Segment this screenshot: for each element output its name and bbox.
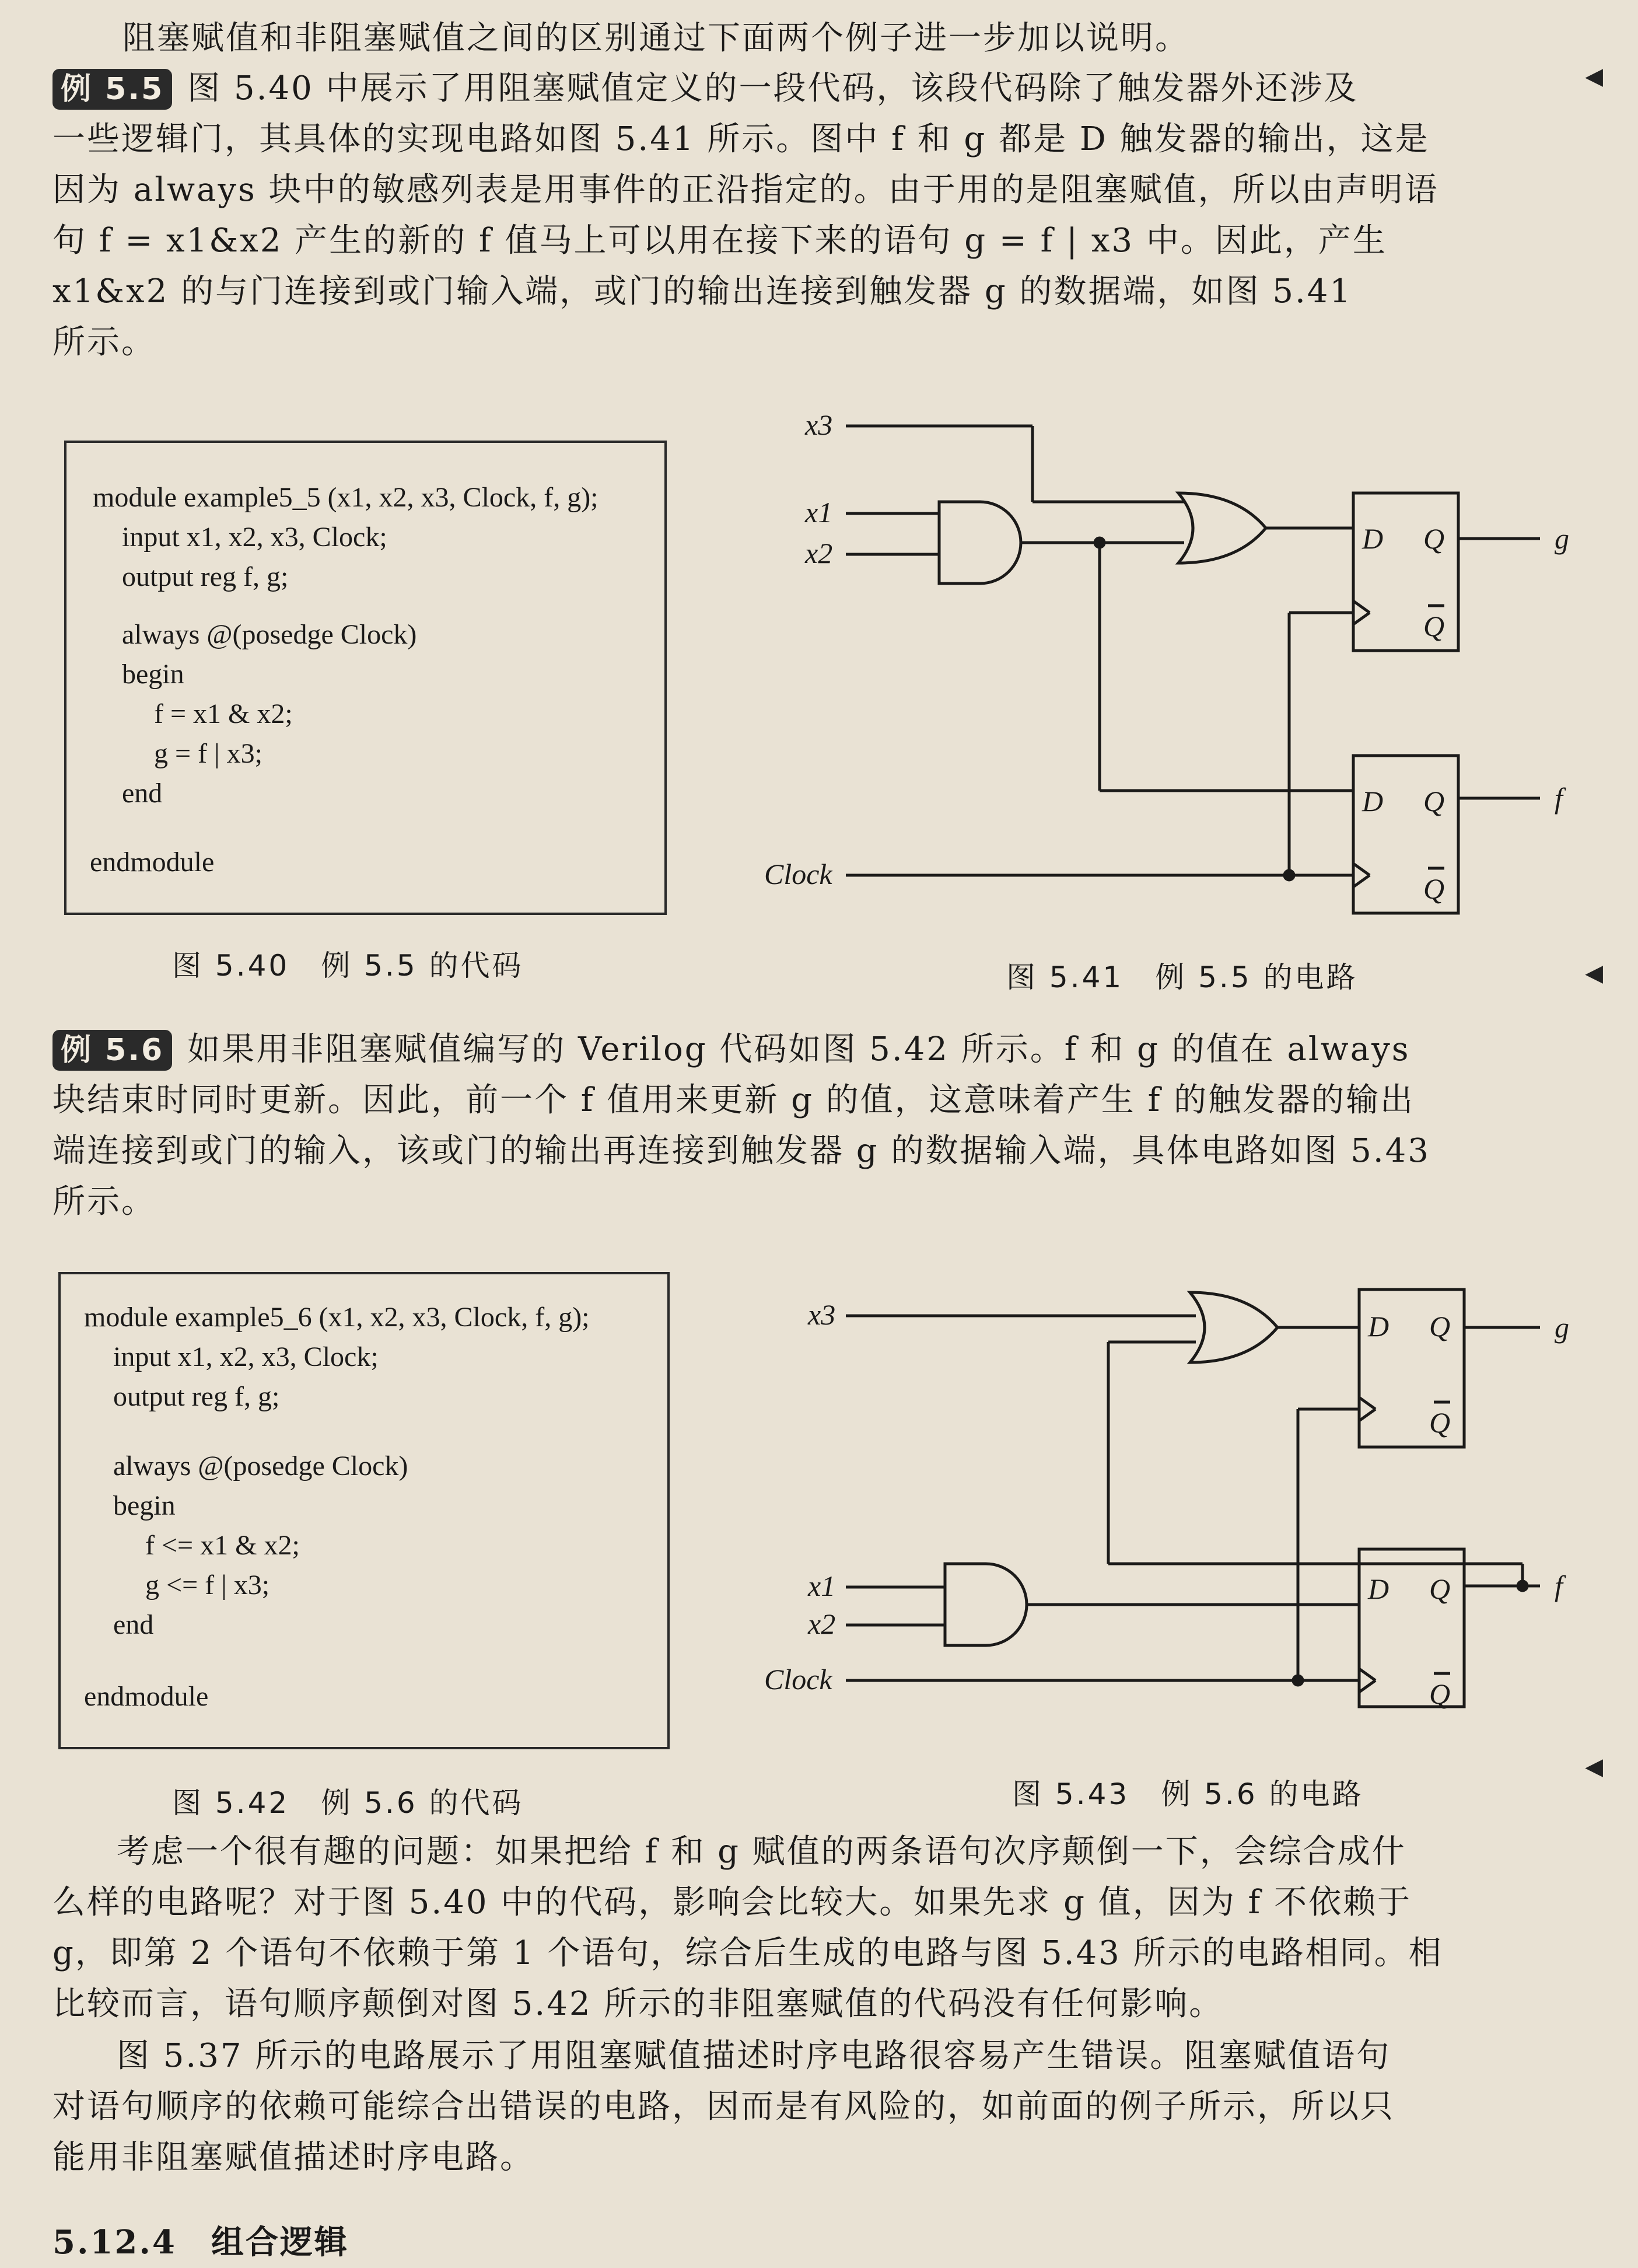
code-line: module example5_5 (x1, x2, x3, Clock, f, g);	[93, 482, 598, 513]
label-f: f	[1555, 1570, 1563, 1602]
code-line: end	[122, 778, 163, 809]
discussion-paragraph	[52, 1826, 1592, 2029]
code-line: g <= f | x3;	[145, 1570, 270, 1600]
text-line: 么样的电路呢？对于图 5.40 中的代码，影响会比较大。如果先求 g 值，因为 f 不依赖于	[52, 1883, 1412, 1921]
label-x1: x1	[808, 1570, 836, 1602]
text-line: 图 5.37 所示的电路展示了用阻塞赋值描述时序电路很容易产生错误。阻塞赋值语句	[117, 2037, 1391, 2075]
text-line: 因为 always 块中的敏感列表是用事件的正沿指定的。由于用的是阻塞赋值，所以由声明语	[52, 171, 1439, 209]
text-line: 端连接到或门的输入，该或门的输出再连接到触发器 g 的数据输入端，具体电路如图 5.43	[52, 1132, 1430, 1170]
text-line: x1&x2 的与门连接到或门输入端，或门的输出连接到触发器 g 的数据端，如图 5.41	[52, 272, 1353, 310]
example-5-6-line-1	[52, 1024, 1592, 1075]
code-line: always @(posedge Clock)	[113, 1451, 408, 1481]
label-qbar: Q	[1429, 1406, 1451, 1439]
figure-5-43-caption: 图 5.43 例 5.6 的电路	[1012, 1777, 1364, 1811]
code-line: input x1, x2, x3, Clock;	[122, 522, 387, 553]
code-line: always @(posedge Clock)	[122, 619, 417, 650]
label-g: g	[1555, 522, 1569, 555]
text-line: 块结束时同时更新。因此，前一个 f 值用来更新 g 的值，这意味着产生 f 的触发器的输出	[52, 1081, 1415, 1119]
example-5-6-paragraph	[52, 1024, 1592, 1227]
figure-5-43-circuit	[752, 1266, 1610, 1785]
conclusion-paragraph	[52, 2031, 1592, 2183]
section-heading	[52, 2217, 1592, 2268]
code-line: begin	[122, 659, 184, 690]
label-d: D	[1368, 1572, 1390, 1605]
text-line: 所示。	[52, 1183, 156, 1221]
example-5-5-badge: 例 5.5	[52, 69, 172, 110]
code-line: f = x1 & x2;	[154, 698, 293, 729]
label-q: Q	[1429, 1572, 1451, 1605]
text-line: 一些逻辑门，其具体的实现电路如图 5.41 所示。图中 f 和 g 都是 D 触发器的输出，这是	[52, 120, 1430, 158]
code-line: end	[113, 1609, 154, 1640]
example-5-6-badge: 例 5.6	[52, 1030, 172, 1071]
code-line: module example5_6 (x1, x2, x3, Clock, f, g);	[84, 1302, 590, 1333]
text-line: 所示。	[52, 323, 156, 361]
label-q: Q	[1429, 1310, 1451, 1343]
text-line: 如果用非阻塞赋值编写的 Verilog 代码如图 5.42 所示。f 和 g 的值在 always	[187, 1030, 1410, 1068]
text-line: 能用非阻塞赋值描述时序电路。	[52, 2138, 534, 2176]
label-x2: x2	[808, 1607, 836, 1640]
text-line: 比较而言，语句顺序颠倒对图 5.42 所示的非阻塞赋值的代码没有任何影响。	[52, 1985, 1224, 2023]
figure-5-42-code-box	[58, 1272, 670, 1749]
figure-5-41-caption: 图 5.41 例 5.5 的电路	[1006, 960, 1358, 994]
margin-triangle-icon: ◀	[1585, 960, 1603, 987]
label-d: D	[1362, 522, 1384, 555]
figure-5-41-circuit	[752, 408, 1610, 957]
section-heading-text: 5.12.4 组合逻辑	[52, 2223, 349, 2262]
intro-text: 阻塞赋值和非阻塞赋值之间的区别通过下面两个例子进一步加以说明。	[123, 19, 1189, 57]
figure-5-42-caption: 图 5.42 例 5.6 的代码	[172, 1786, 524, 1820]
text-line: 句 f = x1&x2 产生的新的 f 值马上可以用在接下来的语句 g = f | x3 中。因此，产生	[52, 222, 1387, 260]
label-qbar: Q	[1423, 872, 1445, 905]
label-d: D	[1362, 785, 1384, 817]
intro-line	[123, 13, 1638, 64]
label-d: D	[1368, 1310, 1390, 1343]
label-q: Q	[1423, 785, 1445, 817]
label-clock: Clock	[764, 858, 832, 890]
code-line: output reg f, g;	[113, 1381, 280, 1412]
label-clock: Clock	[764, 1663, 832, 1696]
label-x1: x1	[805, 496, 833, 529]
label-x2: x2	[805, 537, 833, 569]
label-qbar: Q	[1423, 610, 1445, 642]
example-5-5-paragraph	[52, 63, 1592, 368]
text-line: 考虑一个很有趣的问题：如果把给 f 和 g 赋值的两条语句次序颠倒一下，会综合成什	[117, 1833, 1406, 1871]
code-line: endmodule	[90, 847, 215, 878]
code-line: begin	[113, 1490, 176, 1521]
example-5-5-line-1	[52, 63, 1592, 114]
margin-triangle-icon: ◀	[1585, 63, 1603, 90]
label-x3: x3	[808, 1298, 836, 1331]
label-x3: x3	[805, 408, 833, 441]
label-g: g	[1555, 1311, 1569, 1344]
code-line: input x1, x2, x3, Clock;	[113, 1341, 379, 1372]
figure-5-40-caption: 图 5.40 例 5.5 的代码	[172, 949, 524, 983]
code-line: endmodule	[84, 1681, 209, 1712]
code-line: g = f | x3;	[154, 738, 262, 769]
margin-triangle-icon: ◀	[1585, 1753, 1603, 1780]
label-f: f	[1555, 782, 1563, 815]
label-q: Q	[1423, 522, 1445, 555]
text-line: 对语句顺序的依赖可能综合出错误的电路，因而是有风险的，如前面的例子所示，所以只	[52, 2088, 1395, 2126]
label-qbar: Q	[1429, 1678, 1451, 1710]
figure-5-40-code-box	[64, 441, 667, 915]
code-line: output reg f, g;	[122, 561, 289, 592]
code-line: f <= x1 & x2;	[145, 1530, 300, 1561]
text-line: g，即第 2 个语句不依赖于第 1 个语句，综合后生成的电路与图 5.43 所示的电路相同。相	[52, 1934, 1443, 1972]
text-line: 图 5.40 中展示了用阻塞赋值定义的一段代码，该段代码除了触发器外还涉及	[187, 69, 1359, 107]
